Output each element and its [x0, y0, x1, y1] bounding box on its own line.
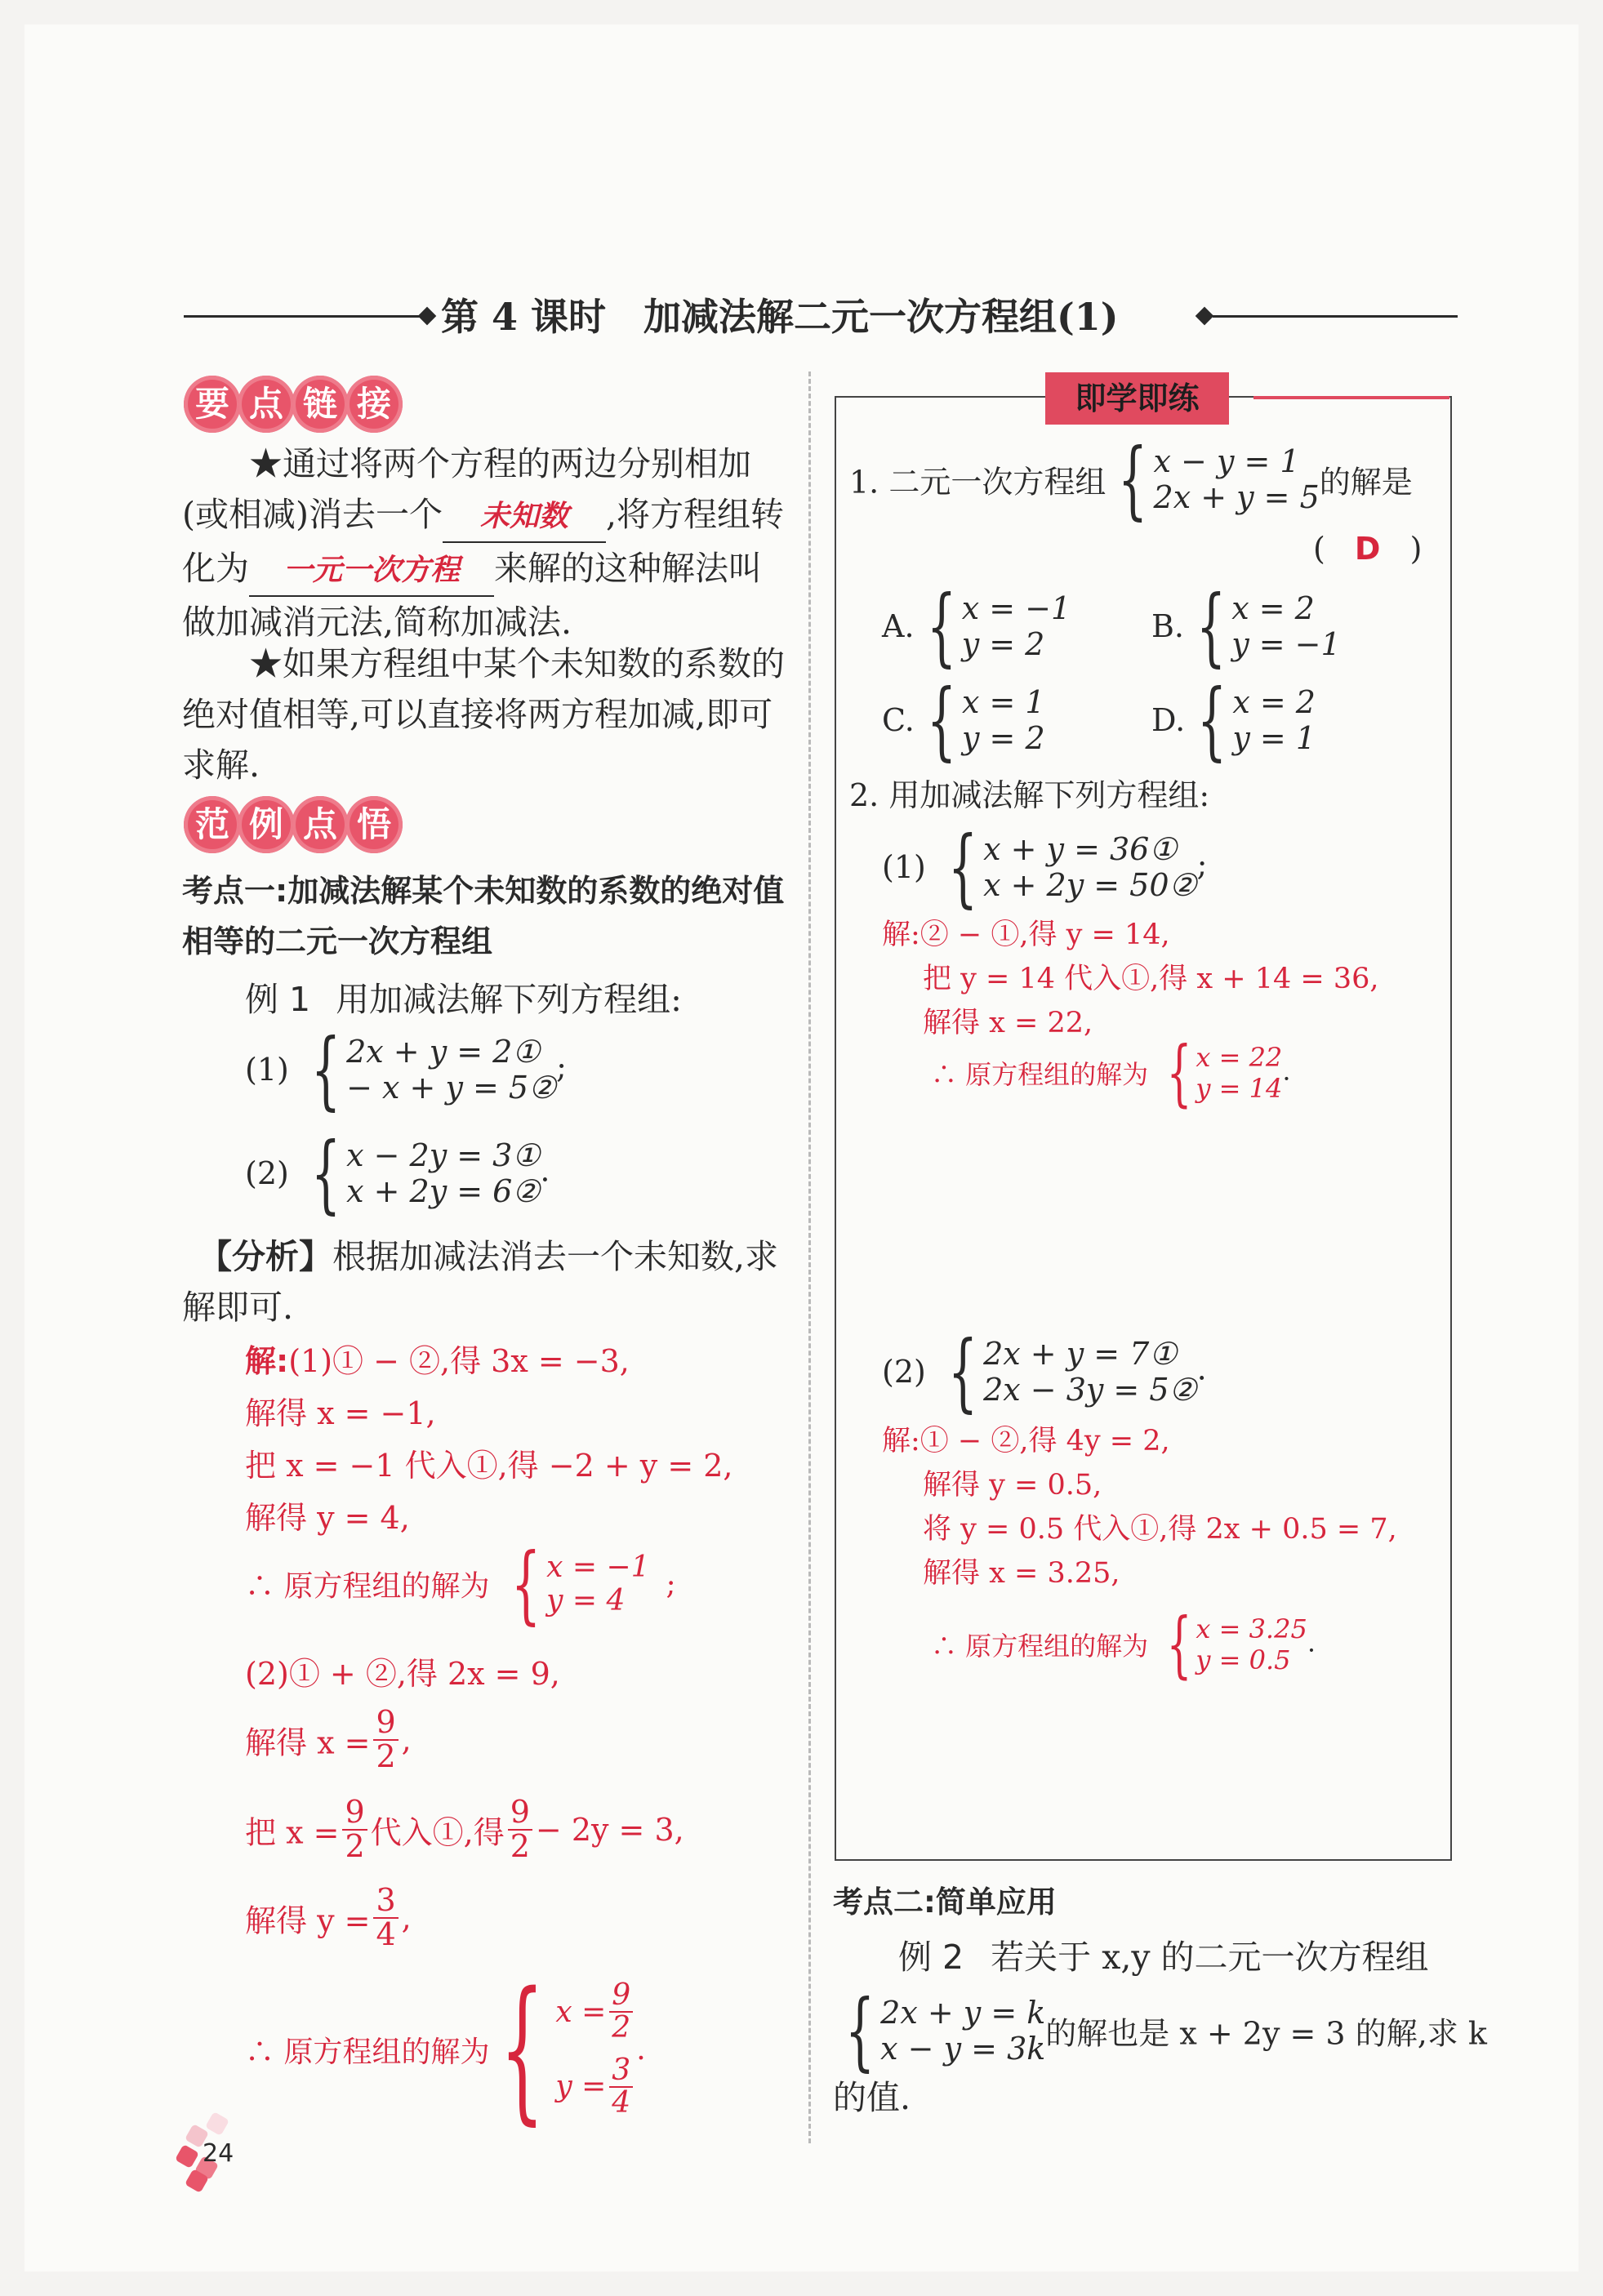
- solution-1-conclusion: [245, 1534, 676, 1634]
- option-a: [882, 576, 1071, 676]
- solution-2-line-4: [245, 1884, 412, 1951]
- option-b: [1151, 576, 1341, 676]
- question-2-solution-1: [882, 913, 1445, 1045]
- example-1-label: 例 1: [245, 980, 311, 1019]
- paren: (: [1313, 531, 1325, 567]
- solution-2-line-1: (2)① + ②,得 2x = 9,: [245, 1656, 560, 1692]
- system-label: (2): [882, 1354, 926, 1390]
- option-label: C.: [882, 702, 915, 738]
- solution-line: 解得 y = 4,: [245, 1500, 410, 1536]
- brace-icon: {: [926, 576, 956, 676]
- kaodian-2-heading: 考点二:简单应用: [833, 1884, 1057, 1920]
- question-2: 2. 用加减法解下列方程组:: [849, 777, 1210, 813]
- text: 把 x =: [245, 1814, 340, 1851]
- conclusion-text: ∴ 原方程组的解为: [245, 2035, 490, 2069]
- section-badge-key-points: [184, 376, 399, 433]
- answer-row: y = 14: [1196, 1073, 1283, 1104]
- para1-prefix: ★通过将两个方程的两边分别相加(或相减)消去一个: [182, 444, 751, 534]
- solution-line: 解得 y = 0.5,: [923, 1469, 1102, 1502]
- equation: 2x + y = 5: [1153, 479, 1320, 515]
- section-badge-examples: [184, 796, 399, 853]
- analysis: [182, 1231, 795, 1333]
- question-2-solution-1-conclusion: [931, 1030, 1291, 1115]
- solution-label: 解:: [245, 1343, 289, 1379]
- equation: 2x + y = 2①: [346, 1034, 541, 1070]
- punct: .: [540, 1152, 550, 1189]
- numerator: 3: [373, 1884, 398, 1919]
- solution-line: 解得 x = −1,: [245, 1395, 436, 1431]
- fraction: [373, 1884, 398, 1951]
- hexagon-decoration: [205, 2111, 229, 2136]
- equation: 2x + y = 7①: [983, 1336, 1178, 1372]
- option-label: A.: [882, 608, 915, 644]
- brace-icon: {: [947, 817, 978, 917]
- fraction: [342, 1796, 367, 1863]
- example-1-system-2: [245, 1124, 550, 1223]
- brace-icon: {: [844, 1981, 875, 2080]
- punct: .: [1196, 1350, 1207, 1387]
- blank-answer-2: 一元一次方程: [283, 553, 460, 587]
- option-row: y = −1: [1231, 626, 1341, 662]
- badge-char: 链: [292, 376, 349, 433]
- question-2-system-1: [882, 817, 1208, 917]
- answer-parentheses: [1313, 531, 1422, 567]
- punct: ,: [401, 1899, 412, 1936]
- equation: x − y = 3k: [880, 2031, 1046, 2067]
- brace-icon: {: [1166, 1602, 1192, 1686]
- solution-2-conclusion: [245, 1959, 646, 2139]
- answer-var: x =: [555, 1995, 607, 2029]
- option-c: [882, 670, 1045, 770]
- option-row: y = 1: [1232, 720, 1316, 756]
- fill-blank-2: [249, 543, 494, 597]
- denominator: 4: [612, 2085, 631, 2120]
- header-rule-right: [1213, 315, 1458, 318]
- fraction: [508, 1796, 532, 1863]
- question-2-solution-2: [882, 1419, 1445, 1595]
- brace-icon: {: [947, 1322, 978, 1422]
- option-label: D.: [1151, 702, 1186, 738]
- option-row: y = 2: [961, 720, 1045, 756]
- option-row: y = 2: [961, 626, 1045, 662]
- equation: − x + y = 5②: [346, 1070, 557, 1106]
- fraction: [373, 1706, 398, 1773]
- brace-icon: {: [926, 670, 957, 770]
- badge-char: 范: [184, 796, 241, 853]
- brace-icon: {: [310, 1124, 341, 1223]
- solution-text: (1)① − ②,得 3x = −3,: [288, 1343, 630, 1379]
- equation: x + 2y = 50②: [983, 867, 1197, 903]
- question-2-solution-2-conclusion: [931, 1602, 1316, 1686]
- system-label: (1): [882, 849, 926, 885]
- text: 解得 y =: [245, 1902, 371, 1939]
- numerator: 9: [373, 1706, 398, 1741]
- solution-line: 将 y = 0.5 代入①,得 2x + 0.5 = 7,: [923, 1513, 1397, 1546]
- numerator: 3: [609, 2055, 633, 2088]
- answer-row: x = −1: [546, 1551, 650, 1584]
- denominator: 2: [510, 1827, 530, 1864]
- option-label: B.: [1151, 608, 1185, 644]
- blank-answer-1: 未知数: [479, 499, 568, 533]
- badge-char: 例: [238, 796, 295, 853]
- analysis-label: 【分析】: [198, 1237, 332, 1276]
- numerator: 9: [609, 1980, 633, 2013]
- column-divider: [808, 372, 811, 2143]
- question-2-system-2: [882, 1322, 1207, 1422]
- text: 代入①,得: [370, 1814, 505, 1851]
- analysis-text: 根据加减法消去一个未知数,求解即可.: [182, 1237, 779, 1327]
- example-1-text: 用加减法解下列方程组:: [336, 980, 682, 1019]
- fraction: [609, 2055, 633, 2119]
- system-label: (1): [245, 1052, 289, 1088]
- example-2-line-3: 的值.: [833, 2078, 911, 2117]
- para1-suffix: 来解的这种解法叫做加减消元法,简称加减法.: [182, 549, 762, 642]
- equation: 2x − 3y = 5②: [983, 1372, 1197, 1408]
- answer-row: y = 0.5: [1196, 1644, 1291, 1675]
- solution-line: 解得 x = 3.25,: [923, 1557, 1120, 1590]
- option-row: x = 2: [1232, 684, 1316, 720]
- brace-icon: {: [1197, 670, 1227, 770]
- conclusion-text: ∴ 原方程组的解为: [245, 1569, 490, 1604]
- option-d: [1151, 670, 1316, 770]
- denominator: 2: [345, 1827, 365, 1864]
- punct: .: [1307, 1626, 1316, 1658]
- brace-icon: {: [500, 1959, 545, 2139]
- denominator: 2: [376, 1738, 396, 1774]
- example-2-line-1: [898, 1933, 1429, 1981]
- question-text: 的解是: [1319, 464, 1413, 501]
- denominator: 2: [612, 2011, 631, 2045]
- diamond-left-icon: [418, 307, 437, 326]
- text: − 2y = 3,: [535, 1811, 684, 1848]
- answer-row: x = 22: [1196, 1042, 1283, 1073]
- brace-icon: {: [1118, 429, 1148, 529]
- solution-line: 解:① − ②,得 4y = 2,: [882, 1425, 1170, 1457]
- numerator: 9: [342, 1796, 367, 1831]
- solution-line: 解:② − ①,得 y = 14,: [882, 919, 1170, 951]
- example-2-line-2: [833, 1981, 1487, 2080]
- answer-row: x = 3.25: [1196, 1613, 1307, 1644]
- option-row: x = 1: [961, 684, 1045, 720]
- brace-icon: {: [1196, 576, 1227, 676]
- example-2-text: 的解也是 x + 2y = 3 的解,求 k: [1045, 2015, 1487, 2052]
- punct: ,: [401, 1721, 412, 1758]
- paren: ): [1409, 531, 1423, 567]
- brace-icon: {: [510, 1534, 541, 1634]
- equation: x + 2y = 6②: [346, 1173, 541, 1209]
- practice-box-title: 即学即练: [1045, 372, 1229, 425]
- punct: .: [636, 2032, 646, 2067]
- brace-icon: {: [1166, 1030, 1192, 1115]
- option-row: x = 2: [1231, 590, 1315, 626]
- key-point-paragraph-2: ★如果方程组中某个未知数的系数的绝对值相等,可以直接将两方程加减,即可求解.: [182, 644, 785, 785]
- example-1-system-1: [245, 1020, 567, 1119]
- solution-line: 解得 x = 22,: [923, 1007, 1093, 1039]
- solution-2-line-2: [245, 1706, 412, 1773]
- denominator: 4: [376, 1916, 396, 1952]
- system-label: (2): [245, 1155, 289, 1191]
- punct: .: [1282, 1055, 1291, 1087]
- page: [24, 24, 1579, 2272]
- page-number: 24: [203, 2139, 234, 2168]
- example-2-label: 例 2: [898, 1938, 964, 1977]
- solution-line: 把 y = 14 代入①,得 x + 14 = 36,: [923, 963, 1379, 995]
- punct: ;: [1196, 846, 1208, 883]
- example-1-solution: [245, 1335, 808, 1544]
- text: 解得 x =: [245, 1724, 371, 1761]
- para1-middle: ,将方程组转化为: [182, 495, 785, 588]
- numerator: 9: [508, 1796, 532, 1831]
- solution-2-line-3: [245, 1796, 684, 1863]
- practice-box-accent: [1253, 396, 1449, 399]
- answer-var: y =: [555, 2070, 607, 2104]
- solution-line: [245, 1335, 808, 1387]
- question-1: [849, 429, 1413, 529]
- punct: ;: [556, 1048, 567, 1085]
- page-title: 第 4 课时 加减法解二元一次方程组(1): [441, 295, 1119, 339]
- badge-char: 点: [238, 376, 295, 433]
- hexagon-decoration: [175, 2144, 199, 2169]
- key-point-paragraph-1: [182, 438, 795, 647]
- fraction: [609, 1980, 633, 2044]
- diamond-right-icon: [1196, 307, 1214, 326]
- solution-line: 把 x = −1 代入①,得 −2 + y = 2,: [245, 1448, 733, 1484]
- fill-blank-1: [443, 489, 606, 543]
- example-1-line: [245, 976, 682, 1023]
- badge-char: 点: [292, 796, 349, 853]
- equation: 2x + y = k: [880, 1995, 1046, 2031]
- answer-choice: D: [1354, 531, 1381, 567]
- equation: x − 2y = 3①: [346, 1137, 541, 1173]
- badge-char: 要: [184, 376, 241, 433]
- badge-char: 接: [345, 376, 403, 433]
- answer-row: y = 4: [546, 1584, 626, 1617]
- equation: x − y = 1: [1153, 443, 1300, 479]
- punct: ;: [666, 1567, 676, 1601]
- kaodian-1-heading: 考点一:加减法解某个未知数的系数的绝对值相等的二元一次方程组: [182, 873, 785, 959]
- conclusion-text: ∴ 原方程组的解为: [931, 1631, 1149, 1662]
- option-row: x = −1: [961, 590, 1071, 626]
- header-rule-left: [184, 315, 429, 318]
- brace-icon: {: [310, 1020, 341, 1119]
- example-2-text: 若关于 x,y 的二元一次方程组: [991, 1938, 1429, 1977]
- question-text: 1. 二元一次方程组: [849, 464, 1107, 501]
- conclusion-text: ∴ 原方程组的解为: [931, 1059, 1149, 1090]
- equation: x + y = 36①: [983, 831, 1178, 867]
- badge-char: 悟: [345, 796, 403, 853]
